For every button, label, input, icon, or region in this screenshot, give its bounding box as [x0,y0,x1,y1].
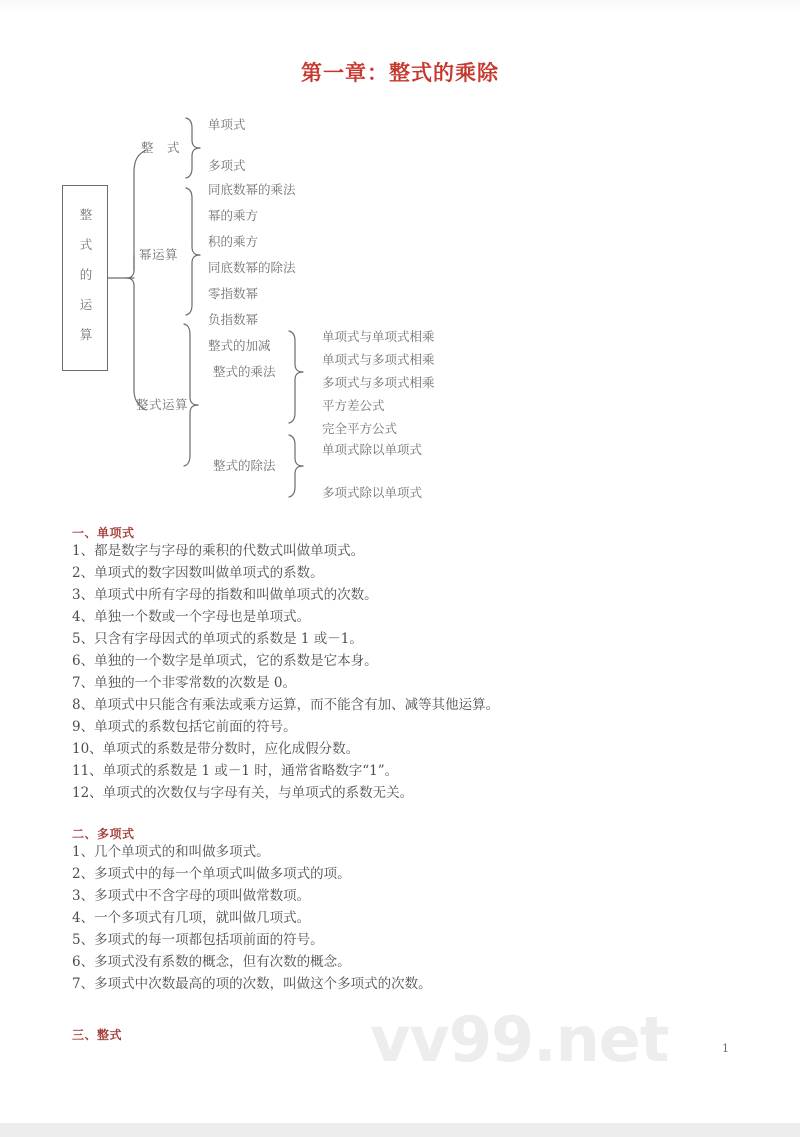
diagram-branch-zhengshi: 整 式 [141,140,181,155]
note-item: 8、单项式中只能含有乘法或乘方运算，而不能含有加、减等其他运算。 [72,697,500,713]
diagram-branch-miyunsuan: 幂运算 [139,247,179,262]
diagram-leaf-dan-duo-chengcheng: 单项式与多项式相乘 [322,352,435,367]
diagram-leaf-fuzhishumi: 负指数幂 [208,312,259,327]
diagram-leaf-pingfangcha-gongshi: 平方差公式 [322,398,385,413]
root-char-4: 算 [79,327,93,342]
section-heading-zhengshi: 三、整式 [72,1028,123,1042]
note-item: 10、单项式的系数是带分数时，应化成假分数。 [72,741,360,757]
diagram-leaf-ji-chengfang: 积的乘方 [208,234,259,249]
note-item: 4、一个多项式有几项，就叫做几项式。 [72,910,311,926]
diagram-leaf-tongdishumi-chengfa: 同底数幂的乘法 [208,182,296,197]
note-item: 1、几个单项式的和叫做多项式。 [72,844,270,860]
diagram-leaf-lingzhishumi: 零指数幂 [208,286,259,301]
root-char-3: 运 [79,297,93,312]
page-title: 第一章：整式的乘除 [301,61,499,85]
note-item: 2、多项式中的每一个单项式叫做多项式的项。 [72,866,351,882]
root-char-0: 整 [79,207,93,222]
diagram-leaf-danxiangshi: 单项式 [208,117,246,132]
root-char-2: 的 [79,267,93,282]
note-item: 5、只含有字母因式的单项式的系数是 1 或－1。 [72,631,363,647]
concept-map-diagram [0,100,800,515]
section-heading-danxiangshi: 一、单项式 [72,526,135,540]
note-item: 11、单项式的系数是 1 或－1 时，通常省略数字“1”。 [72,763,399,779]
diagram-leaf-wanquanpingfang-gongshi: 完全平方公式 [322,421,398,436]
section-heading-duoxiangshi: 二、多项式 [72,827,135,841]
diagram-leaf-mi-chengfang: 幂的乘方 [208,208,259,223]
diagram-root-label [63,200,109,350]
scan-artifact-bottom [0,1123,800,1137]
note-item: 3、多项式中不含字母的项叫做常数项。 [72,888,311,904]
note-item: 7、多项式中次数最高的项的次数，叫做这个多项式的次数。 [72,976,432,992]
note-item: 7、单独的一个非零常数的次数是 0。 [72,675,296,691]
diagram-leaf-tongdishumi-chufa: 同底数幂的除法 [208,260,296,275]
note-item: 1、都是数字与字母的乘积的代数式叫做单项式。 [72,543,365,559]
note-item: 6、单独的一个数字是单项式，它的系数是它本身。 [72,653,378,669]
note-item: 12、单项式的次数仅与字母有关，与单项式的系数无关。 [72,785,414,801]
diagram-leaf-duoxiangshi: 多项式 [208,158,246,173]
diagram-leaf-dan-dan-chengcheng: 单项式与单项式相乘 [322,329,435,344]
page-number: 1 [722,1042,729,1055]
note-item: 6、多项式没有系数的概念，但有次数的概念。 [72,954,351,970]
diagram-root-node [62,185,108,371]
note-item: 3、单项式中所有字母的指数和叫做单项式的次数。 [72,587,378,603]
note-item: 5、多项式的每一项都包括项前面的符号。 [72,932,324,948]
diagram-leaf-duo-chuyi-dan: 多项式除以单项式 [322,485,423,500]
note-item: 4、单独一个数或一个字母也是单项式。 [72,609,311,625]
note-item: 9、单项式的系数包括它前面的符号。 [72,719,297,735]
note-item: 2、单项式的数字因数叫做单项式的系数。 [72,565,324,581]
diagram-leaf-chengfa: 整式的乘法 [213,364,276,379]
diagram-leaf-dan-chuyi-dan: 单项式除以单项式 [322,442,423,457]
site-watermark: vv99.net [370,1003,669,1076]
diagram-leaf-jiajian: 整式的加减 [208,338,271,353]
diagram-leaf-duo-duo-chengcheng: 多项式与多项式相乘 [322,375,435,390]
diagram-branch-zhengshiyunsuan: 整式运算 [136,397,189,412]
scan-artifact-top [0,0,800,14]
diagram-leaf-chufa: 整式的除法 [213,458,276,473]
root-char-1: 式 [79,237,93,252]
